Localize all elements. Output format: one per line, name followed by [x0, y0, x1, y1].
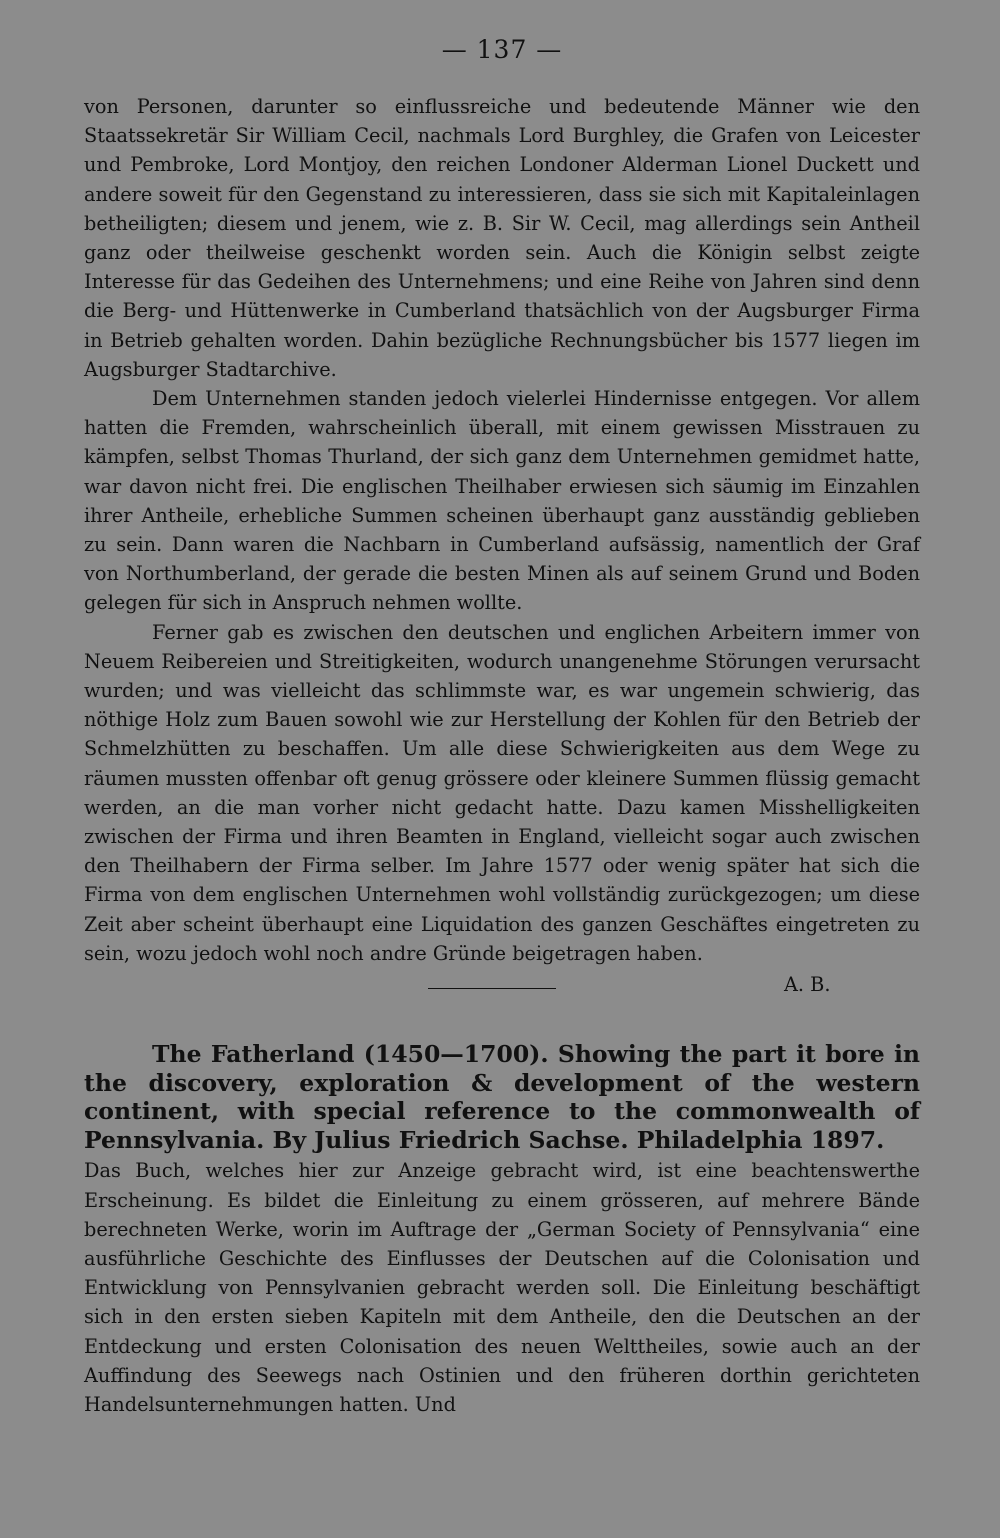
review-paragraph: Das Buch, welches hier zur Anzeige gebracht wird, ist eine beachtenswerthe Erscheinung. Es bildet die Einleitung zu einem grösseren, auf mehrere Bände berechneten Werke, worin im Auftrage der „German Society of Pennsylvania“ eine ausführliche Geschichte des Einflusses der Deutschen auf die Colonisation und Entwicklung von Pennsylvanien gebracht werden soll. Die Einleitung beschäftigt sich in den ersten sieben Kapiteln mit dem Antheile, den die Deutschen an der Entdeckung und ersten Colonisation des neuen Welttheiles, sowie auch an der Auffindung des Seewegs nach Ostinien und den früheren dorthin gerichteten Handelsunternehmungen hatten. Und	[84, 1159, 920, 1417]
article-paragraph-1: von Personen, darunter so einflussreiche und bedeutende Männer wie den Staatssekretär Sir William Cecil, nachmals Lord Burghley, die Grafen von Leicester und Pembroke, Lord Montjoy, den reichen Londoner Alderman Lionel Duckett und andere soweit für den Gegenstand zu interessieren, dass sie sich mit Kapitaleinlagen betheiligten; diesem und jenem, wie z. B. Sir W. Cecil, mag allerdings sein Antheil ganz oder theilweise geschenkt worden sein. Auch die Königin selbst zeigte Interesse für das Gedeihen des Unternehmens; und eine Reihe von Jahren sind denn die Berg- und Hüttenwerke in Cumberland thatsächlich von der Augsburger Firma in Betrieb gehalten worden. Dahin bezügliche Rechnungsbücher bis 1577 liegen im Augsburger Stadtarchive.	[84, 95, 920, 381]
section-divider	[428, 988, 556, 989]
author-signature: A. B.	[784, 973, 831, 997]
review-body	[84, 1156, 920, 1419]
review-heading	[84, 1040, 920, 1154]
page-number: — 137 —	[441, 35, 563, 64]
article-continuation	[84, 92, 920, 968]
document-page	[84, 30, 920, 1419]
article-paragraph-2: Dem Unternehmen standen jedoch vielerlei Hindernisse entgegen. Vor allem hatten die Fremden, wahrscheinlich überall, mit einem gewissen Misstrauen zu kämpfen, selbst Thomas Thurland, der sich ganz dem Unternehmen gemidmet hatte, war davon nicht frei. Die englischen Theilhaber erwiesen sich säumig im Einzahlen ihrer Antheile, erhebliche Summen scheinen überhaupt ganz ausständig geblieben zu sein. Dann waren die Nachbarn in Cumberland aufsässig, namentlich der Graf von Northumberland, der gerade die besten Minen als auf seinem Grund und Boden gelegen für sich in Anspruch nehmen wollte.	[84, 387, 920, 615]
article-paragraph-3: Ferner gab es zwischen den deutschen und englichen Arbeitern immer von Neuem Reibereien und Streitigkeiten, wodurch unangenehme Störungen verursacht wurden; und was vielleicht das schlimmste war, es war ungemein schwierig, das nöthige Holz zum Bauen sowohl wie zur Herstellung der Kohlen für den Betrieb der Schmelzhütten zu beschaffen. Um alle diese Schwierigkeiten aus dem Wege zu räumen mussten offenbar oft genug grössere oder kleinere Summen flüssig gemacht werden, an die man vorher nicht gedacht hatte. Dazu kamen Misshelligkeiten zwischen der Firma und ihren Beamten in England, vielleicht sogar auch zwischen den Theilhabern der Firma selber. Im Jahre 1577 oder wenig später hat sich die Firma von dem englischen Unternehmen wohl vollständig zurückgezogen; um diese Zeit aber scheint überhaupt eine Liquidation des ganzen Geschäftes eingetreten zu sein, wozu jedoch wohl noch andre Gründe beigetragen haben.	[84, 620, 920, 965]
review-title: The Fatherland (1450—1700). Showing the part it bore in the discovery, exploration & development of the western continent, with special reference to the commonwealth of Pennsylvania. By Julius Friedrich Sachse. Philadelphia 1897.	[84, 1040, 920, 1154]
article-footer	[84, 970, 920, 1000]
